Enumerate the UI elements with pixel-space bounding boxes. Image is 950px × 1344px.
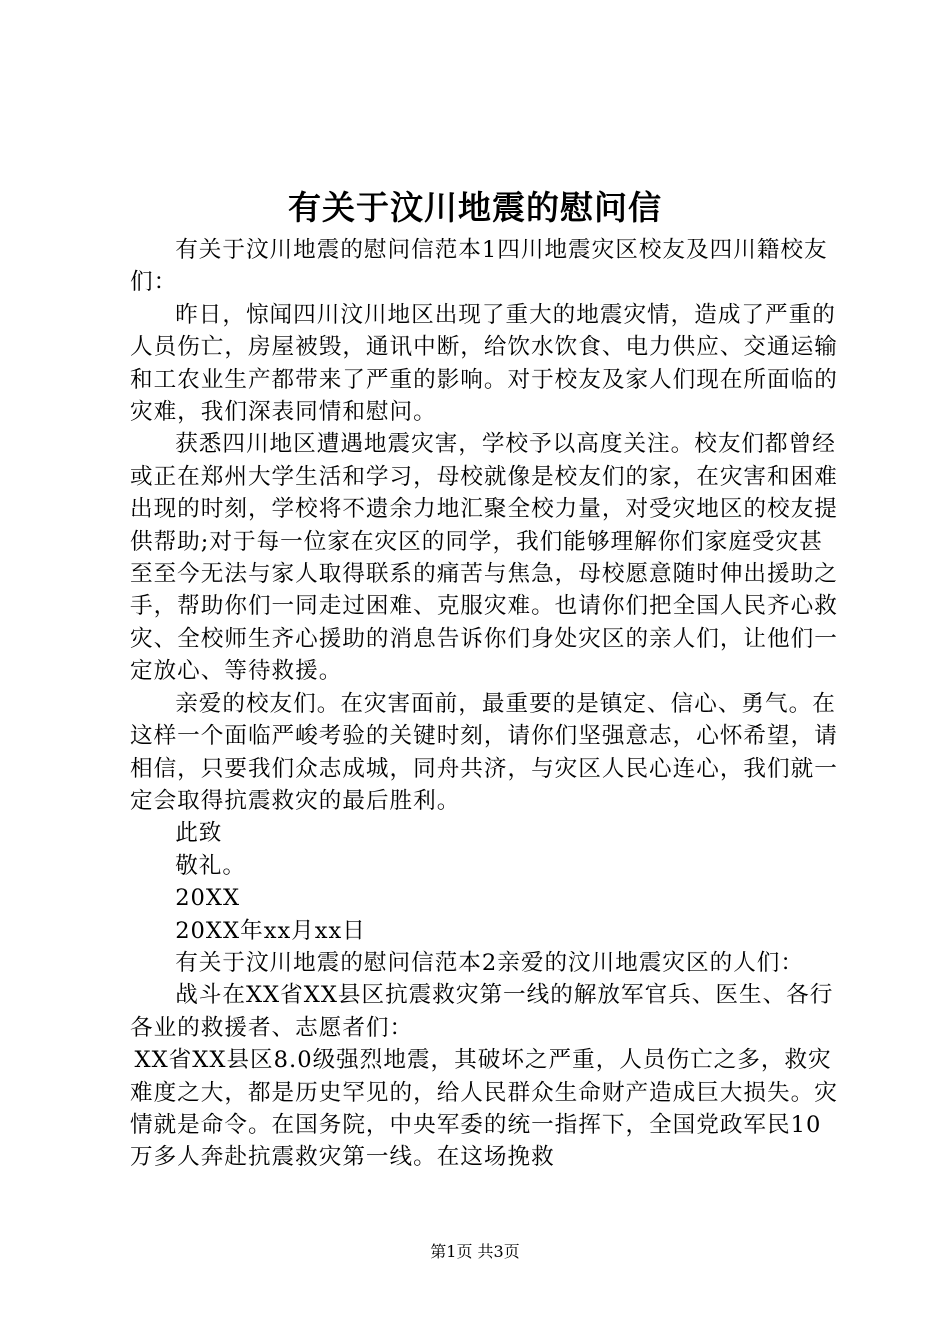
signature-date: 20XX年xx月xx日 (175, 917, 366, 944)
paragraph-addressees: 战斗在XX省XX县区抗震救灾第一线的解放军官兵、医生、各行各业的救援者、志愿者们： (130, 982, 834, 1041)
paragraph-intro-2: 有关于汶川地震的慰问信范本2亲爱的汶川地震灾区的人们： (175, 949, 804, 976)
paragraph-condolence: 昨日，惊闻四川汶川地区出现了重大的地震灾情，造成了严重的人员伤亡，房屋被毁，通讯中断，给饮水饮食、电力供应、交通运输和工农业生产都带来了严重的影响。对于校友及家人们现在所面临的灾难，我们深表同情和慰问。 (130, 301, 838, 426)
paragraph-disaster-description: XX省XX县区8.0级强烈地震，其破坏之严重，人员伤亡之多，救灾难度之大，都是历史罕见的，给人民群众生命财产造成巨大损失。灾情就是命令。在国务院，中央军委的统一指挥下，全国党政军民10万多人奔赴抗震救灾第一线。在这场挽救 (130, 1047, 838, 1171)
document-title: 有关于汶川地震的慰问信 (288, 188, 662, 227)
closing-regards: 敬礼。 (175, 852, 246, 879)
page-footer: 第1页 共3页 (430, 1242, 520, 1261)
signature-year: 20XX (175, 885, 241, 912)
paragraph-encouragement: 亲爱的校友们。在灾害面前，最重要的是镇定、信心、勇气。在这样一个面临严峻考验的关键时刻，请你们坚强意志，心怀希望，请相信，只要我们众志成城，同舟共济，与灾区人民心连心，我们就一定会取得抗震救灾的最后胜利。 (130, 690, 838, 814)
document-body (130, 234, 840, 1174)
paragraph-school-support: 获悉四川地区遭遇地震灾害，学校予以高度关注。校友们都曾经或正在郑州大学生活和学习，母校就像是校友们的家，在灾害和困难出现的时刻，学校将不遗余力地汇聚全校力量，对受灾地区的校友提供帮助;对于每一位家在灾区的同学，我们能够理解你们家庭受灾甚至至今无法与家人取得联系的痛苦与焦急，母校愿意随时伸出援助之手，帮助你们一同走过困难、克服灾难。也请你们把全国人民齐心救灾、全校师生齐心援助的消息告诉你们身处灾区的亲人们，让他们一定放心、等待救援。 (130, 431, 838, 685)
closing-salutation: 此致 (175, 820, 223, 847)
paragraph-intro-1: 有关于汶川地震的慰问信范本1四川地震灾区校友及四川籍校友们： (130, 237, 828, 296)
